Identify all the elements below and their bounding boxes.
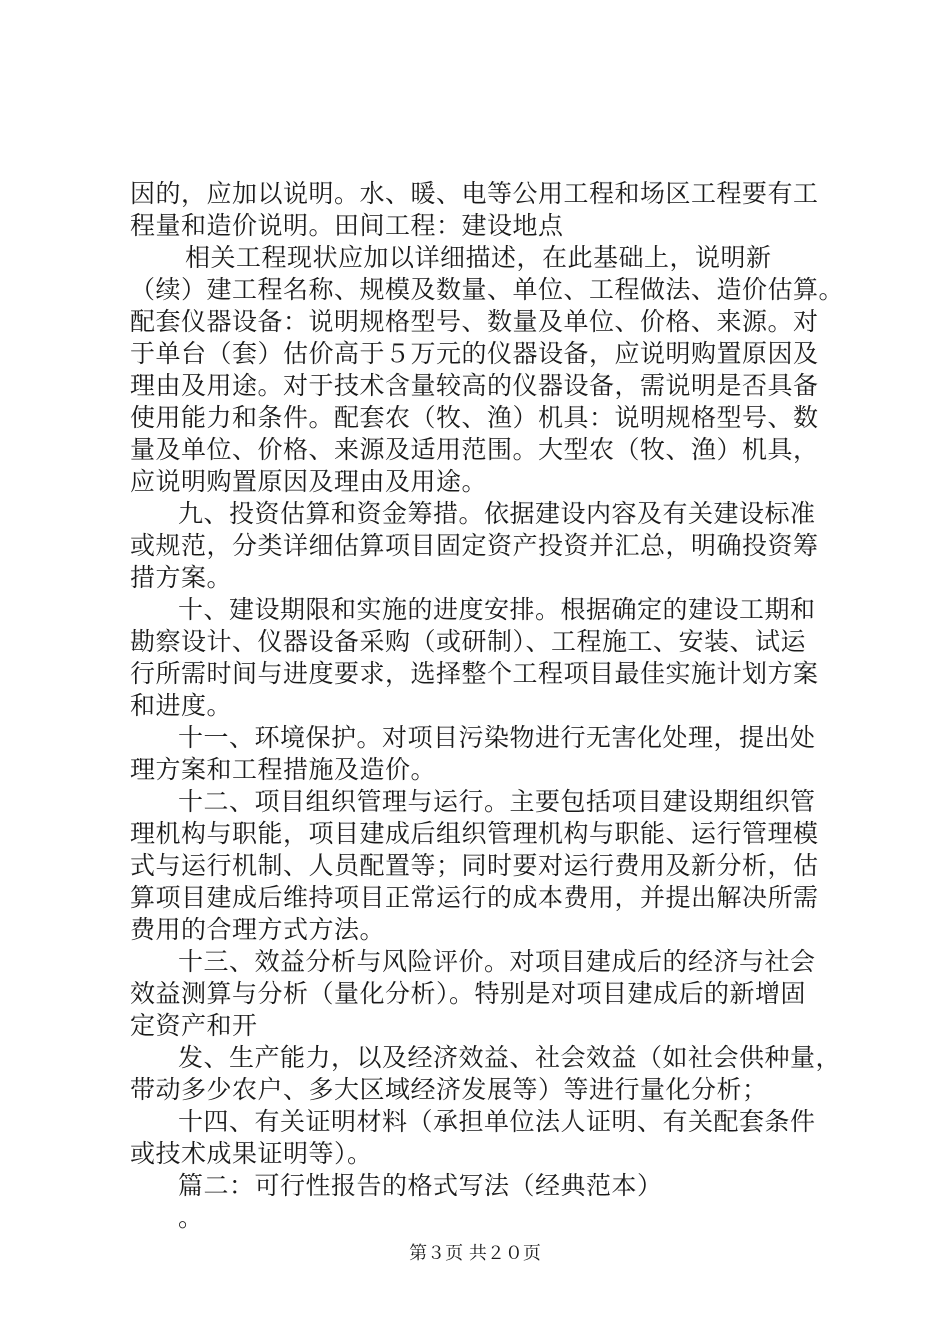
text-line: 算项目建成后维持项目正常运行的成本费用，并提出解决所需 xyxy=(130,883,819,912)
text-line: 或规范，分类详细估算项目固定资产投资并汇总，明确投资筹 xyxy=(130,531,819,560)
text-line: （续）建工程名称、规模及数量、单位、工程做法、造价估算。 xyxy=(130,275,845,304)
text-line: 措方案。 xyxy=(130,563,233,592)
text-line: 相关工程现状应加以详细描述，在此基础上，说明新 xyxy=(185,243,772,272)
text-line: 带动多少农户、多大区域经济发展等）等进行量化分析； xyxy=(130,1075,768,1104)
text-line: 勘察设计、仪器设备采购（或研制）、工程施工、安装、试运 xyxy=(130,627,807,656)
text-line: 程量和造价说明。田间工程：建设地点 xyxy=(130,211,564,240)
text-line: 应说明购置原因及理由及用途。 xyxy=(130,467,488,496)
text-line: 行所需时间与进度要求，选择整个工程项目最佳实施计划方案 xyxy=(130,659,819,688)
text-line: 理方案和工程措施及造价。 xyxy=(130,755,437,784)
text-line: 九、投资估算和资金筹措。依据建设内容及有关建设标准 xyxy=(178,499,816,528)
text-line: 发、生产能力，以及经济效益、社会效益（如社会供种量， xyxy=(178,1043,842,1072)
text-line: 效益测算与分析（量化分析）。特别是对项目建成后的新增固 xyxy=(130,979,807,1008)
page-footer: 第３页 共２０页 xyxy=(409,1243,541,1264)
text-line: 配套仪器设备：说明规格型号、数量及单位、价格、来源。对 xyxy=(130,307,819,336)
text-line: 十二、项目组织管理与运行。主要包括项目建设期组织管 xyxy=(178,787,816,816)
text-line: 。 xyxy=(178,1203,204,1232)
text-line: 十一、环境保护。对项目污染物进行无害化处理，提出处 xyxy=(178,723,816,752)
text-line: 和进度。 xyxy=(130,691,233,720)
text-line: 理机构与职能，项目建成后组织管理机构与职能、运行管理模 xyxy=(130,819,819,848)
text-line: 于单台（套）估价高于５万元的仪器设备，应说明购置原因及 xyxy=(130,339,819,368)
text-line: 十四、有关证明材料（承担单位法人证明、有关配套条件 xyxy=(178,1107,816,1136)
text-line: 理由及用途。对于技术含量较高的仪器设备，需说明是否具备 xyxy=(130,371,819,400)
text-line: 量及单位、价格、来源及适用范围。大型农（牧、渔）机具， xyxy=(130,435,819,464)
text-line: 或技术成果证明等）。 xyxy=(130,1139,373,1168)
text-line: 定资产和开 xyxy=(130,1011,258,1040)
text-line: 使用能力和条件。配套农（牧、渔）机具：说明规格型号、数 xyxy=(130,403,819,432)
text-line: 十三、效益分析与风险评价。对项目建成后的经济与社会 xyxy=(178,947,816,976)
text-line: 十、建设期限和实施的进度安排。根据确定的建设工期和 xyxy=(178,595,816,624)
text-line: 篇二：可行性报告的格式写法（经典范本） xyxy=(178,1171,663,1200)
text-line: 式与运行机制、人员配置等；同时要对运行费用及新分析，估 xyxy=(130,851,819,880)
text-line: 因的，应加以说明。水、暖、电等公用工程和场区工程要有工 xyxy=(130,179,819,208)
text-line: 费用的合理方式方法。 xyxy=(130,915,386,944)
